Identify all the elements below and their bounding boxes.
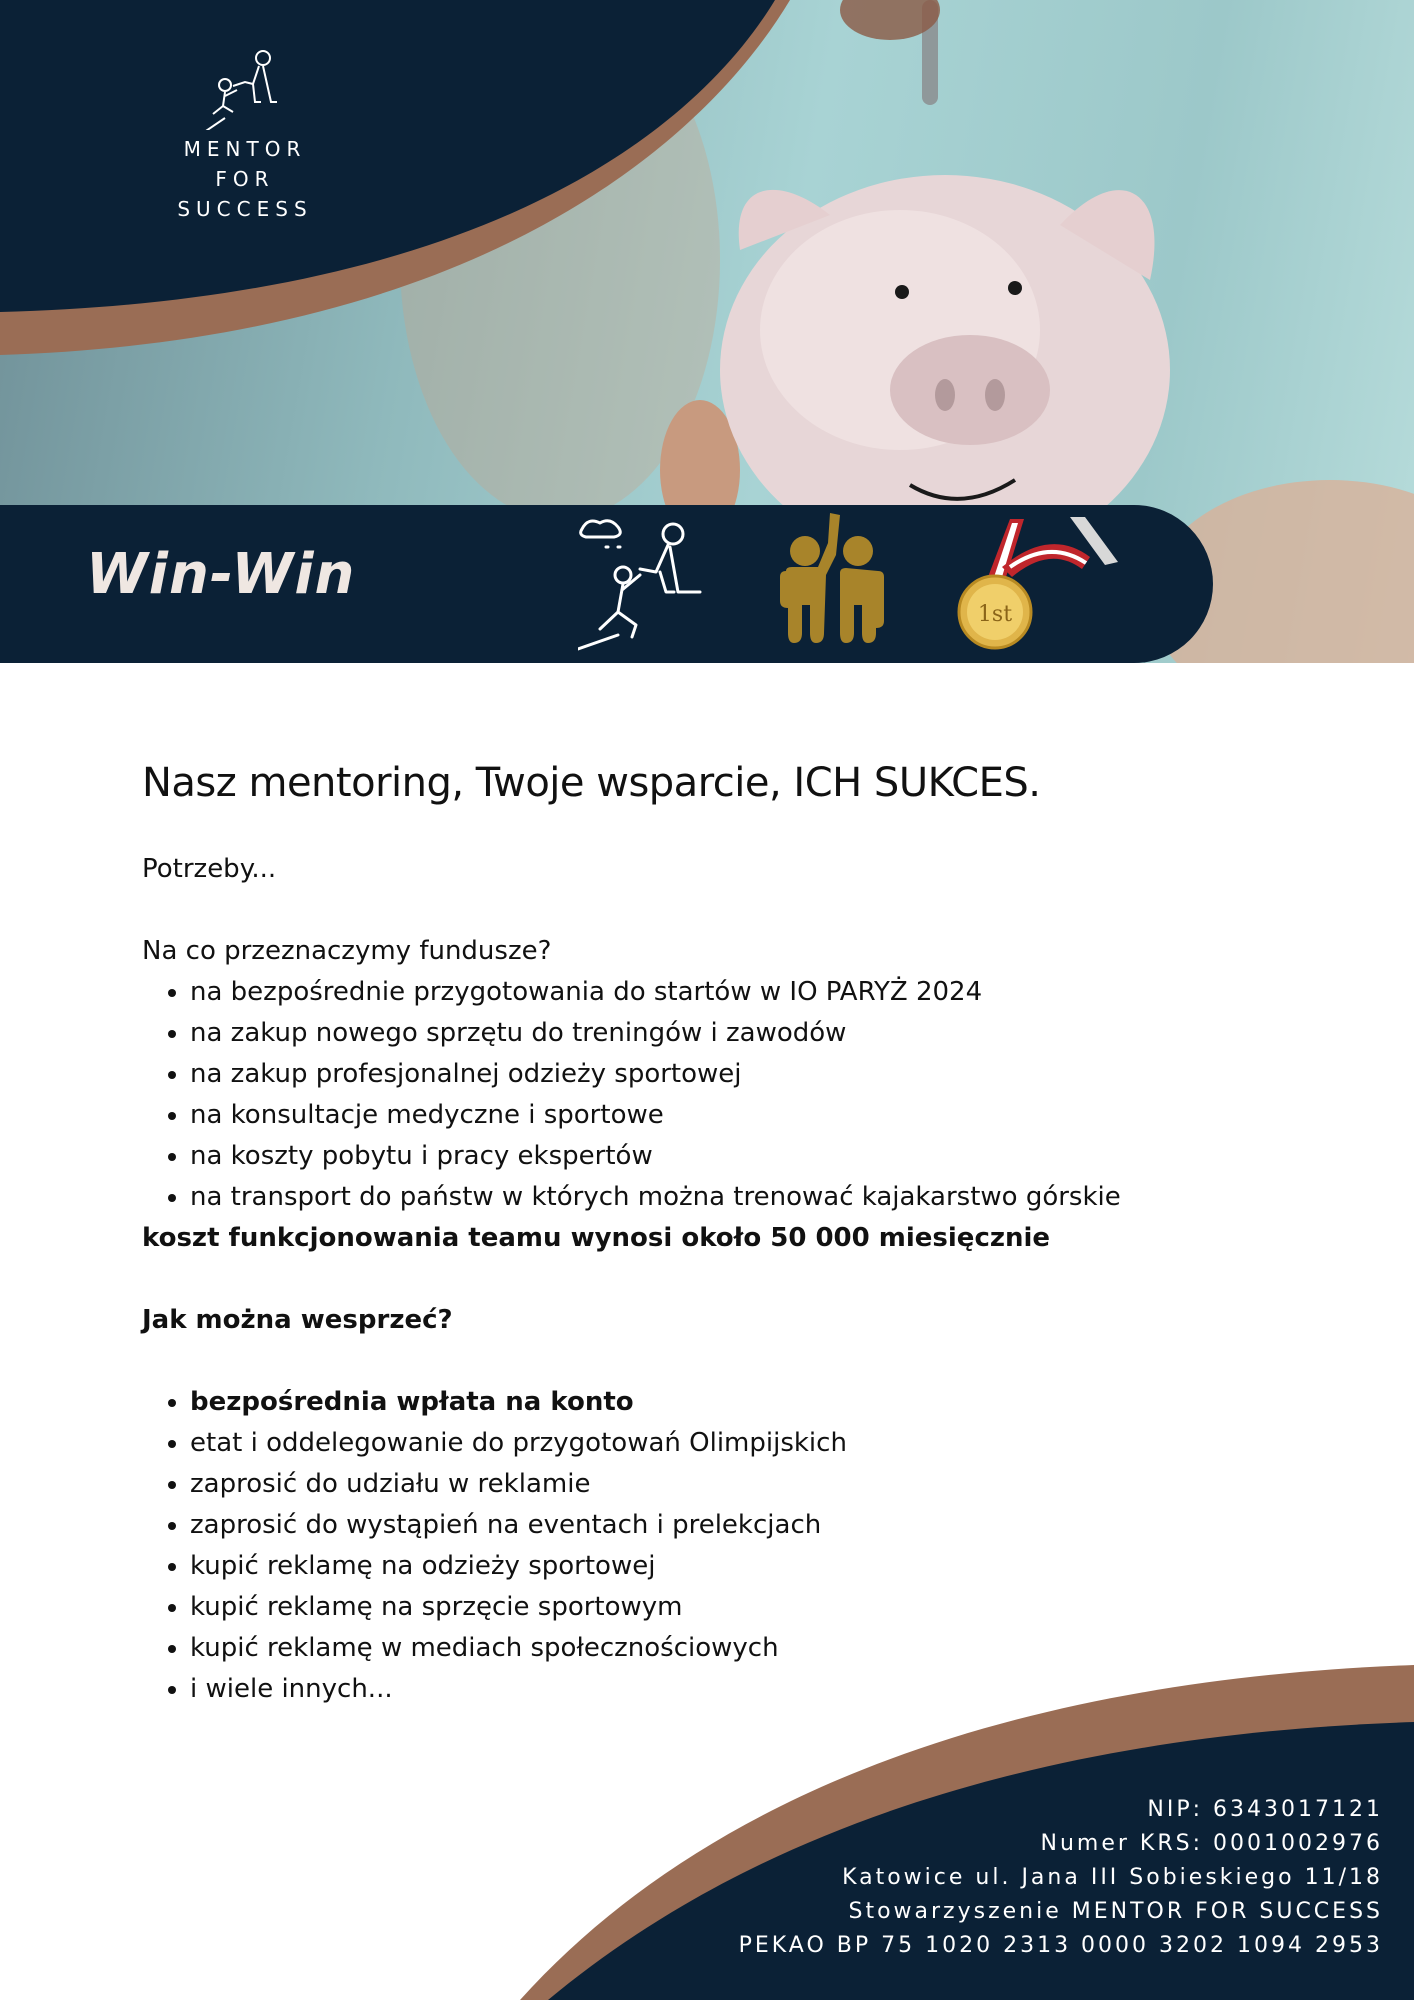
main-content [142, 760, 1292, 1710]
win-win-banner [0, 505, 1213, 663]
list-item: • bezpośrednia wpłata na konto [190, 1382, 1292, 1423]
association-text: Stowarzyszenie MENTOR FOR SUCCESS [848, 1899, 1383, 1924]
medal-label: 1st [977, 602, 1013, 627]
gold-medal-icon [950, 517, 1125, 652]
list-item: • na zakup nowego sprzętu do treningów i zawodów [190, 1013, 1292, 1054]
cost-note: koszt funkcjonowania teamu wynosi około 50 000 miesięcznie [142, 1223, 1051, 1253]
footer-info [739, 1793, 1383, 1963]
high-five-icon [770, 513, 895, 648]
logo-line: SUCCESS [177, 197, 313, 221]
list-item: • na transport do państw w których można trenować kajakarstwo górskie [190, 1177, 1292, 1218]
list-item: • i wiele innych... [190, 1669, 1292, 1710]
list-item: • etat i oddelegowanie do przygotowań Olimpijskich [190, 1423, 1292, 1464]
list-item: • zaprosić do udziału w reklamie [190, 1464, 1292, 1505]
support-question: Jak można wesprzeć? [142, 1305, 453, 1335]
banner-title: Win-Win [86, 542, 356, 607]
list-item: • kupić reklamę na sprzęcie sportowym [190, 1587, 1292, 1628]
needs-text: Potrzeby... [142, 854, 277, 884]
hero-photo [0, 0, 1414, 663]
list-item: • kupić reklamę na odzieży sportowej [190, 1546, 1292, 1587]
list-item: • kupić reklamę w mediach społecznościowych [190, 1628, 1292, 1669]
logo-line: MENTOR [183, 137, 307, 161]
headline: Nasz mentoring, Twoje wsparcie, ICH SUKCES. [142, 760, 1041, 806]
list-item: • zaprosić do wystąpień na eventach i prelekcjach [190, 1505, 1292, 1546]
list-item: • na zakup profesjonalnej odzieży sportowej [190, 1054, 1292, 1095]
krs-text: Numer KRS: 0001002976 [1040, 1831, 1383, 1856]
funds-list [142, 972, 1292, 1218]
mentor-logo [150, 40, 340, 224]
bank-account-text[interactable]: PEKAO BP 75 1020 2313 0000 3202 1094 2953 [738, 1933, 1383, 1958]
nip-text: NIP: 6343017121 [1147, 1797, 1383, 1822]
list-item: • na konsultacje medyczne i sportowe [190, 1095, 1292, 1136]
logo-line: FOR [215, 167, 275, 191]
mentor-helping-icon [195, 40, 295, 130]
funds-question: Na co przeznaczymy fundusze? [142, 936, 552, 966]
helping-hand-icon [578, 517, 708, 652]
address-text: Katowice ul. Jana III Sobieskiego 11/18 [842, 1865, 1383, 1890]
list-item: • na koszty pobytu i pracy ekspertów [190, 1136, 1292, 1177]
list-item: • na bezpośrednie przygotowania do startów w IO PARYŻ 2024 [190, 972, 1292, 1013]
